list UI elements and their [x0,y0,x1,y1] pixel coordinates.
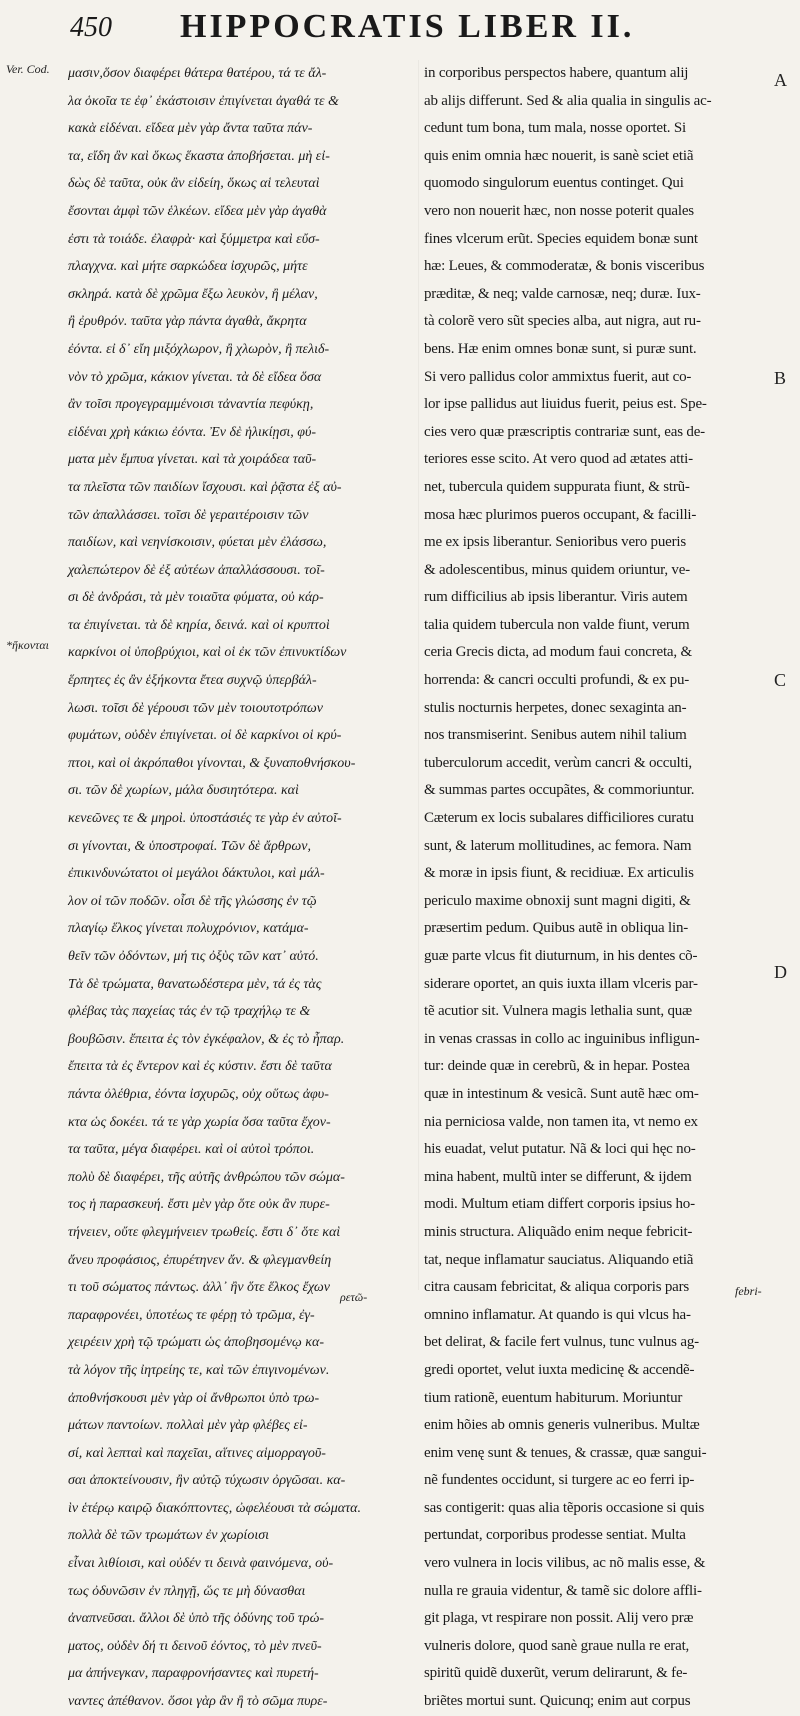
latin-text-line: quis enim omnia hæc nouerit, is sanè sciet etiã [424,147,694,164]
greek-text-line: σαι ἀποκτείνουσιν, ἢν αὐτῷ τύχωσιν ὀργῶσαι. κα- [68,1473,346,1489]
greek-text-line: τῶν ἀπαλλάσσει. τοῖσι δὲ γεραιτέροισιν τῶν [68,507,309,523]
greek-text-line: θεῖν τῶν ὀδόντων, μή τις ὀξὺς τῶν κατ᾽ αὐτό. [68,949,319,964]
latin-text-line: tat, neque inflamatur sauciatus. Aliquando etiã [424,1251,694,1268]
greek-text-line: δὼς δὲ ταῦτα, οὐκ ἂν εἰδείη, ὅκως αἱ τελευταὶ [68,176,320,192]
latin-text-line: citra causam febricitat, & aliqua corporis pars [424,1279,690,1296]
latin-text-line: siderare oportet, an quis iuxta illam vlceris par- [424,975,698,992]
greek-text-line: ἐστι τὰ τοιάδε. ἐλαφρὰ· καὶ ξύμμετρα καὶ εὔσ- [68,231,320,247]
greek-text-line: ἀναπνεῦσαι. ἄλλοι δὲ ὑπὸ τῆς ὀδύνης τοῦ τρώ- [68,1611,325,1627]
greek-text-line: καρκίνοι οἱ ὑποβρύχιοι, καὶ οἱ ἐκ τῶν ἐπινυκτίδων [68,645,347,661]
greek-text-line: κενεῶνες τε & μηροὶ. ὑποστάσιές τε γὰρ ἐν αὐτοῖ- [68,811,342,827]
greek-text-line: ἄνευ προφάσιος, ἐπυρέτηνεν ἄν. & φλεγμανθείη [68,1252,332,1268]
margin-note-hekontai: *ἥκονται [6,638,49,652]
greek-text-line: τὰ λόγον τῆς ἰητρείης τε, καὶ τῶν ἐπιγινομένων. [68,1362,330,1378]
latin-text-line: fines vlcerum erũt. Species equidem bonæ sunt [424,230,698,247]
greek-text-line: σκληρά. κατὰ δὲ χρῶμα ἔξω λευκὸν, ἢ μέλαν, [68,286,318,302]
greek-text-line: σι. τῶν δὲ χωρίων, μάλα δυσιητότερα. καὶ [68,783,299,799]
latin-text-line: tium rationẽ, euentum habiturum. Moriuntur [424,1389,683,1406]
latin-text-line: ceria Grecis dicta, ad modum faui concreta, & [424,644,692,661]
latin-text-line: periculo maxime obnoxij sunt magni digiti, & [424,892,691,909]
latin-text-line: tà colorẽ vero sũt species alba, aut nigra, aut ru- [424,313,701,330]
latin-text-column [424,60,764,1710]
greek-text-line: τα ἐπιγίνεται. τὰ δὲ κηρία, δεινά. καὶ οἱ κρυπτοὶ [68,617,330,633]
latin-text-line: vulneris dolore, quod sanè graue nulla re erat, [424,1637,690,1654]
latin-text-line: mina habent, multũ inter se differunt, & ijdem [424,1168,692,1185]
greek-text-line: ἐόντα. εἰ δ᾽ εἴη μιξόχλωρον, ἢ χλωρὸν, ἢ πελιδ- [68,341,330,357]
latin-text-line: spiritũ quidẽ duxerũt, verum delirarunt, & fe- [424,1665,688,1682]
latin-text-line: minis structura. Aliquãdo enim neque febricit- [424,1223,693,1240]
greek-text-line: μασιν,ὅσον διαφέρει θάτερα θατέρου, τά τε ἄλ- [68,66,327,81]
greek-text-line: ἕρπητες ἐς ἂν ἑξήκοντα ἔτεα συχνῷ ὑπερβάλ- [68,673,317,689]
greek-text-line: τα, εἴδη ἂν καὶ ὅκως ἕκαστα ἀποβήσεται. μὴ εἰ- [68,148,330,164]
latin-text-line: nia perniciosa valde, non tamen ita, vt nemo ex [424,1113,698,1130]
greek-text-line: τήνειεν, οὔτε φλεγμήνειεν τρωθείς. ἔστι δ᾽ ὅτε καὶ [68,1224,341,1240]
latin-text-line: mosa hæc plurimos pueros occupant, & facilli- [424,506,697,523]
section-letter-c: C [774,670,787,690]
latin-text-line: vero vulnera in locis vilibus, ac nõ malis esse, & [424,1555,706,1572]
latin-text-line: tuberculorum accedit, verùm cancri & occulti, [424,754,692,771]
latin-text-line: vero non nouerit hæc, non nosse poterit quales [424,202,694,219]
greek-text-line: χαλεπώτερον δὲ ἐξ αὐτέων ἀπαλλάσσουσι. τοῖ- [68,562,325,578]
latin-text-line: his euadat, velut putatur. Nã & loci qui hęc no- [424,1141,696,1158]
greek-text-line: λον οἱ τῶν ποδῶν. οἷσι δὲ τῆς γλώσσης ἐν τῷ [68,893,317,909]
greek-text-line: παραφρονέει, ὑποτέως τε φέρῃ τὸ τρῶμα, ἐγ- [68,1307,315,1323]
latin-text-line: teriores esse scito. At vero quod ad ætates atti- [424,451,693,468]
catchword-latin: febri- [735,1284,762,1298]
greek-text-line: ναντες ἀπέθανον. ὅσοι γὰρ ἂν ἢ τὸ σῶμα πυρε- [68,1694,328,1710]
latin-text-line: horrenda: & cancri occulti profundi, & ex pu- [424,672,690,689]
catchword-greek: ρετῶ- [340,1290,368,1304]
greek-text-line: πολὺ δὲ διαφέρει, τῆς αὐτῆς ἀνθρώπου τῶν σώμα- [68,1169,345,1185]
latin-text-line: & adolescentibus, minus quidem oriuntur, ve- [424,561,690,578]
greek-text-line: λωσι. τοῖσι δὲ γέρουσι τῶν μὲν τοιουτοτρόπων [68,700,323,716]
greek-text-line: εἰδέναι χρὴ κάκιω ἐόντα. Ἐν δὲ ἡλικίῃσι, φύ- [68,424,317,440]
greek-text-column [68,60,413,1710]
greek-text-line: παιδίων, καὶ νεηνίσκοισιν, φύεται μὲν ἐλάσσω, [68,535,327,551]
greek-text-line: ὶν ἑτέρῳ καιρῷ διακόπτοντες, ὠφελέουσι τὰ σώματα. [68,1500,361,1516]
greek-text-line: ἔσονται ἀμφὶ τῶν ἑλκέων. εἴδεα μὲν γὰρ ἀγαθὰ [68,203,327,219]
section-letter-a: A [774,70,787,90]
page-header [0,8,800,58]
latin-text-line: ab alijs differunt. Sed & alia qualia in singulis ac- [424,92,712,109]
latin-text-line: quomodo singulorum euentus continget. Qui [424,175,684,192]
latin-text-line: sunt, & laterum mollitudines, ac femora. Nam [424,837,692,854]
latin-text-line: omnino inflamatur. At quando is qui vlcus ha- [424,1306,691,1323]
latin-text-line: nulla re grauia videntur, & tamẽ sic dolore affli- [424,1582,702,1599]
latin-text-line: cedunt tum bona, tum mala, nosse oportet. Si [424,120,686,137]
section-letter-b: B [774,368,787,388]
greek-text-line: πλαγχνα. καὶ μήτε σαρκώδεα ἰσχυρῶς, μήτε [68,259,308,275]
latin-text-line: cies vero quæ præscriptis contrariæ sunt, eas de- [424,423,705,440]
greek-text-line: κτα ὡς δοκέει. τά τε γὰρ χωρία ὅσα ταῦτα ἔχον- [68,1114,331,1130]
latin-text-line: enim hõies ab omnis generis vulneribus. Multæ [424,1417,700,1434]
greek-text-line: τι τοῦ σώματος πάντως. ἀλλ᾽ ἢν ὅτε ἕλκος ἔχων [68,1280,331,1296]
latin-text-line: nẽ fundentes occidunt, si turgere ac eo ferri ip- [424,1472,695,1489]
latin-text-line: guæ parte vlcus fit diuturnum, in his dentes cõ- [424,948,698,964]
greek-text-line: πάντα ὀλέθρια, ἐόντα ἰσχυρῶς, οὐχ οὕτως ἀφυ- [68,1086,329,1102]
latin-text-line: & moræ in ipsis fiunt, & recidiuæ. Ex articulis [424,865,694,882]
greek-text-line: ἂν τοῖσι προγεγραμμένοισι τἀναντία πεφύκῃ, [68,397,314,413]
latin-text-line: in corporibus perspectos habere, quantum alij [424,65,689,81]
latin-text-line: præditæ, & neq; valde carnosæ, neq; duræ. Iux- [424,285,701,302]
greek-text-line: κακὰ εἰδέναι. εἴδεα μὲν γὰρ ἄντα ταῦτα πάν- [68,121,313,137]
greek-text-line: πτοι, καὶ οἱ ἀκρόπαθοι γίνονται, & ξυναποθνήσκου- [68,755,356,771]
greek-text-line: νὸν τὸ χρῶμα, κάκιον γίνεται. τὰ δὲ εἴδεα ὅσα [68,369,322,385]
latin-text-line: gredi oportet, velut iuxta medicinę & accendẽ- [424,1361,695,1378]
latin-text-line: quæ in intestinum & vesicã. Sunt autẽ hæc om- [424,1085,699,1102]
latin-text-line: modi. Multum etiam differt corporis ipsius ho- [424,1196,695,1213]
greek-text-line: βουβῶσιν. ἔπειτα ἐς τὸν ἐγκέφαλον, & ἐς τὸ ἧπαρ. [68,1031,345,1047]
greek-text-line: ἀποθνήσκουσι μὲν γὰρ οἱ ἄνθρωποι ὑπὸ τρω- [68,1390,320,1406]
latin-text-line: in venas crassas in collo ac inguinibus infligun- [424,1030,700,1047]
greek-text-line: σι γίνονται, & ὑποστροφαί. Τῶν δὲ ἄρθρων, [68,838,311,854]
greek-text-line: ἐπικινδυνώτατοι οἱ μεγάλοι δάκτυλοι, καὶ μάλ- [68,866,325,882]
latin-text-line: præsertim pedum. Quibus autẽ in obliqua lin- [424,920,689,937]
page-number: 450 [70,12,112,43]
latin-text-line: briẽtes mortui sunt. Quicunq; enim aut corpus [424,1693,691,1710]
margin-note-ver-cod: Ver. Cod. [6,62,50,76]
greek-text-line: χειρέειν χρὴ τῷ τρώματι ὡς ἀποβησομένῳ κα- [68,1335,325,1351]
greek-text-line: εἶναι λιθίοισι, καὶ οὐδέν τι δεινὰ φαινόμενα, οὐ- [68,1556,334,1572]
greek-text-line: μάτων παντοίων. πολλαὶ μὲν γὰρ φλέβες εἰ- [68,1418,308,1434]
greek-text-line: πλαγίῳ ἕλκος γίνεται πολυχρόνιον, κατάμα- [68,921,309,937]
latin-text-line: stulis nocturnis herpetes, donec sexaginta an- [424,699,687,716]
greek-text-line: ἔπειτα τὰ ἐς ἔντερον καὶ ἐς κύστιν. ἔστι δὲ ταῦτα [68,1059,332,1075]
greek-text-line: σί, καὶ λεπταὶ καὶ παχεῖαι, αἵτινες αἱμορραγοῦ- [68,1445,326,1461]
greek-text-line: μα ἀπήνεγκαν, παραφρονήσαντες καὶ πυρετή- [68,1666,319,1682]
section-letter-d: D [774,962,787,982]
greek-text-line: φλέβας τὰς παχείας τάς ἐν τῷ τραχήλῳ τε & [68,1004,311,1020]
greek-text-line: τα πλεῖστα τῶν παιδίων ἴσχουσι. καὶ ῥᾷστα ἐξ αὐ- [68,479,342,495]
latin-text-line: Cæterum ex locis subalares difficiliores curatu [424,810,694,827]
greek-text-line: σι δὲ ἀνδράσι, τὰ μὲν τοιαῦτα φύματα, οὐ κάρ- [68,590,324,606]
latin-text-line: tẽ acutior sit. Vulnera magis lethalia sunt, quæ [424,1003,692,1020]
running-title: HIPPOCRATIS LIBER II. [180,8,635,45]
greek-text-line: πολλὰ δὲ τῶν τρωμάτων ἐν χωρίοισι [68,1528,269,1544]
latin-text-line: hæ: Leues, & commoderatæ, & bonis visceribus [424,258,705,275]
latin-text-line: git plaga, vt respirare non possit. Alij vero præ [424,1610,694,1627]
latin-text-line: sas contigerit: quas alia tẽporis occasione si quis [424,1499,705,1516]
latin-text-line: enim venę sunt & tenues, & crassæ, quæ sangui- [424,1444,707,1461]
latin-text-line: net, tubercula quidem suppurata fiunt, & strũ- [424,478,690,495]
greek-text-line: τος ἡ παρασκευή. ἔστι μὲν γὰρ ὅτε οὐκ ἂν πυρε- [68,1197,330,1213]
column-gutter [418,60,419,1290]
greek-text-line: ματα μὲν ἔμπυα γίνεται. καὶ τὰ χοιράδεα ταῦ- [68,452,317,468]
greek-text-line: ματος, οὐδὲν δή τι δεινοῦ ἐόντος, τὸ μὲν πνεῦ- [68,1638,322,1654]
latin-text-line: bet delirat, & facile fert vulnus, tunc vulnus ag- [424,1334,699,1351]
greek-text-line: τα ταῦτα, μέγα διαφέρει. καὶ οἱ αὐτοὶ τρόποι. [68,1142,315,1158]
latin-text-line: pertundat, corporibus prodesse sentiat. Multa [424,1527,686,1544]
greek-text-line: Τὰ δὲ τρώματα, θανατωδέστερα μὲν, τά ἐς τὰς [68,976,322,992]
greek-text-line: τως ὀδυνῶσιν ἐν πληγῇ, ὥς τε μὴ δύνασθαι [68,1583,306,1599]
latin-text-line: & summas partes occupãtes, & commoriuntur. [424,782,695,799]
greek-text-line: φυμάτων, οὐδὲν ἐπιγίνεται. οἱ δὲ καρκίνοι οἱ κρύ- [68,728,342,744]
latin-text-line: me ex ipsis liberantur. Senioribus vero pueris [424,534,687,551]
latin-text-line: tur: deinde quæ in cerebrũ, & in hepar. Postea [424,1058,690,1075]
latin-text-line: lor ipse pallidus aut liuidus fuerit, peius est. Spe- [424,396,707,413]
greek-text-line: ἢ ἐρυθρόν. ταῦτα γὰρ πάντα ἀγαθὰ, ἄκρητα [68,314,307,330]
latin-text-line: rum difficilius ab ipsis liberantur. Viris autem [424,589,688,606]
latin-text-line: bens. Hæ enim omnes bonæ sunt, si puræ sunt. [424,340,697,357]
greek-text-line: λα ὁκοῖα τε ἐφ᾽ ἑκάστοισιν ἐπιγίνεται ἀγαθά τε & [68,93,339,109]
latin-text-line: nos transmiserint. Senibus autem nihil talium [424,727,687,744]
latin-text-line: talia quidem tubercula non valde fiunt, verum [424,616,690,633]
latin-text-line: Si vero pallidus color ammixtus fuerit, aut co- [424,368,692,385]
